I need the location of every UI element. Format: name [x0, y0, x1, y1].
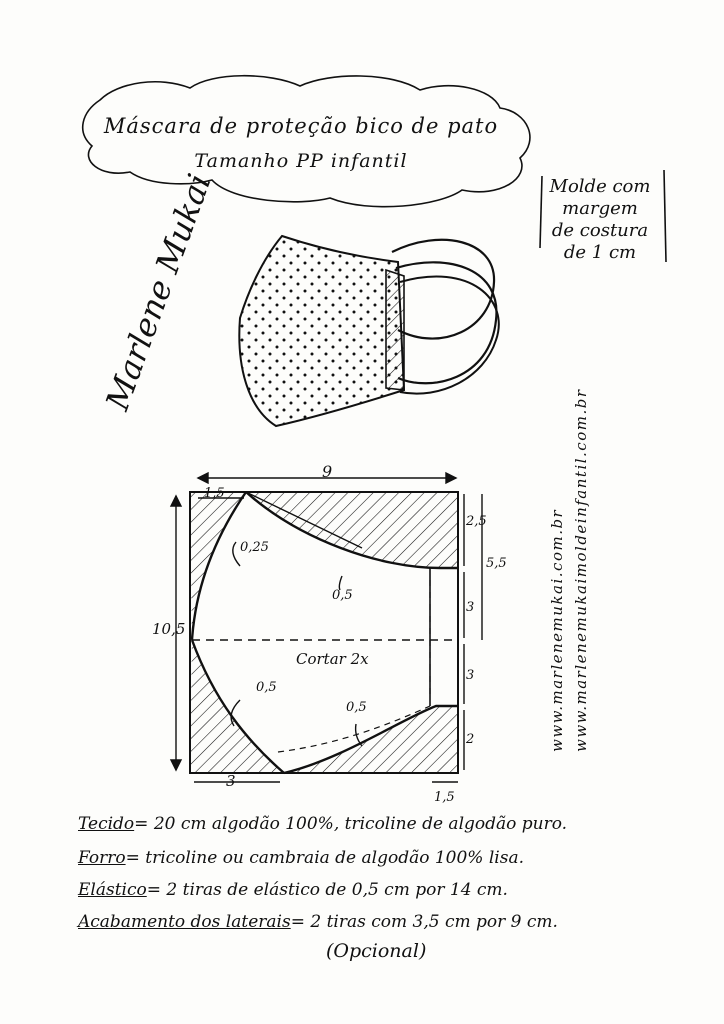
url-2: www.marlenemukaimoldeinfantil.com.br	[572, 388, 590, 752]
note-line-4: de 1 cm	[563, 242, 637, 263]
dim-right-mid-upper: 3	[466, 600, 475, 615]
optional-note: (Opcional)	[326, 940, 427, 962]
material-lining: Forro= tricoline ou cambraia de algodão 100% lisa.	[78, 848, 525, 868]
note-line-2: margem	[562, 198, 638, 219]
title-line-2: Tamanho PP infantil	[194, 150, 408, 172]
material-finishing-text: 2 tiras com 3,5 cm por 9 cm.	[310, 912, 558, 932]
url-1: www.marlenemukai.com.br	[548, 508, 566, 752]
dim-top-left-offset: 1,5	[204, 486, 225, 501]
dim-bottom-left: 3	[226, 772, 236, 790]
material-lining-text: tricoline ou cambraia de algodão 100% lisa.	[145, 848, 525, 868]
material-elastic-label: Elástico	[78, 880, 147, 900]
dim-right-upper: 5,5	[486, 556, 507, 571]
dim-right-top: 2,5	[466, 514, 487, 529]
material-lining-label: Forro	[78, 848, 126, 868]
material-finishing: Acabamento dos laterais= 2 tiras com 3,5 cm por 9 cm.	[78, 912, 558, 932]
material-fabric: Tecido= 20 cm algodão 100%, tricoline de algodão puro.	[78, 814, 568, 834]
mask-illustration	[239, 236, 498, 426]
dim-curve-upper-left: 0,25	[240, 540, 269, 555]
cut-label: Cortar 2x	[296, 650, 369, 668]
dim-top-width: 9	[322, 462, 333, 481]
dim-bottom-right: 1,5	[434, 790, 455, 805]
pattern-frame	[190, 492, 458, 773]
material-finishing-label: Acabamento dos laterais	[78, 912, 291, 932]
material-elastic: Elástico= 2 tiras de elástico de 0,5 cm por 14 cm.	[78, 880, 508, 900]
title-cloud	[83, 76, 530, 207]
dim-curve-lower-center: 0,5	[346, 700, 367, 715]
dim-right-mid-lower: 3	[466, 668, 475, 683]
material-fabric-text: 20 cm algodão 100%, tricoline de algodão puro.	[153, 814, 568, 834]
note-line-1: Molde com	[549, 176, 651, 197]
title-line-1: Máscara de proteção bico de pato	[103, 114, 499, 138]
material-elastic-text: 2 tiras de elástico de 0,5 cm por 14 cm.	[166, 880, 508, 900]
dim-curve-lower-left: 0,5	[256, 680, 277, 695]
material-fabric-label: Tecido	[78, 814, 135, 834]
dim-curve-upper-center: 0,5	[332, 588, 353, 603]
dim-right-bottom: 2	[466, 732, 475, 747]
note-line-3: de costura	[551, 220, 649, 241]
note-bracket-right	[664, 170, 666, 262]
note-bracket-left	[540, 176, 542, 248]
signature: Marlene Mukai	[98, 168, 219, 415]
dim-left-height: 10,5	[152, 620, 186, 638]
